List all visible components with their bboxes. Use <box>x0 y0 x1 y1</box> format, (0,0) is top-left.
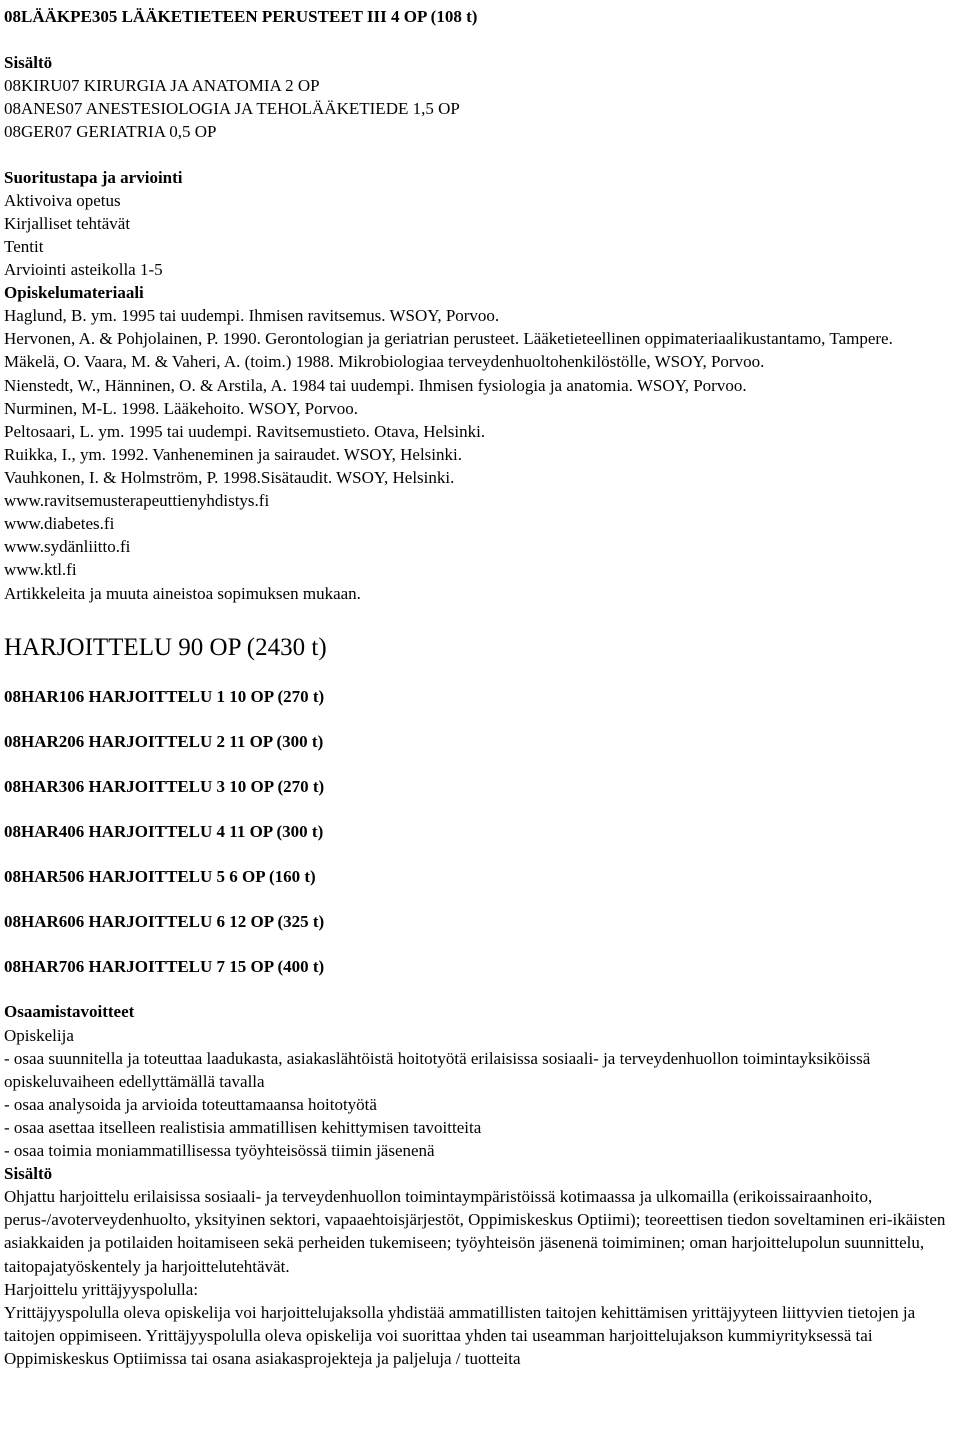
reference-item: Ruikka, I., ym. 1992. Vanheneminen ja sairaudet. WSOY, Helsinki. <box>4 444 462 464</box>
reference-item: Nurminen, M-L. 1998. Lääkehoito. WSOY, Porvoo. <box>4 398 358 418</box>
reference-item: Hervonen, A. & Pohjolainen, P. 1990. Gerontologian ja geriatrian perusteet. Lääketieteellinen oppimateriaalikustantamo, Tampere. <box>4 329 893 349</box>
sisalto-item: 08GER07 GERIATRIA 0,5 OP <box>4 122 217 142</box>
reference-link: www.sydänliitto.fi <box>4 537 131 557</box>
suoritustapa-item: Arviointi asteikolla 1-5 <box>4 259 163 279</box>
document-page <box>4 5 954 1370</box>
suoritustapa-item: Kirjalliset tehtävät <box>4 213 131 233</box>
reference-item: Peltosaari, L. ym. 1995 tai uudempi. Ravitsemustieto. Otava, Helsinki. <box>4 421 486 441</box>
harjoittelu-item: 08HAR206 HARJOITTELU 2 11 OP (300 t) <box>4 731 324 751</box>
reference-item: Nienstedt, W., Hänninen, O. & Arstila, A. 1984 tai uudempi. Ihmisen fysiologia ja anatomia. WSOY, Porvoo. <box>4 375 747 395</box>
spacer <box>4 28 954 51</box>
reference-item: Artikkeleita ja muuta aineistoa sopimuksen mukaan. <box>4 583 361 603</box>
sisalto2-heading: Sisältö <box>4 1164 53 1184</box>
spacer <box>4 978 954 1000</box>
reference-link: www.ktl.fi <box>4 560 77 580</box>
spacer <box>4 144 954 166</box>
goal-item: - osaa toimia moniammatillisessa työyhteisössä tiimin jäsenenä <box>4 1141 435 1161</box>
suoritustapa-item: Tentit <box>4 236 44 256</box>
sisalto-heading: Sisältö <box>4 53 53 73</box>
goal-item: - osaa asettaa itselleen realistisia ammatillisen kehittymisen tavoitteita <box>4 1117 482 1137</box>
harjoittelu-item: 08HAR306 HARJOITTELU 3 10 OP (270 t) <box>4 776 325 796</box>
sisalto2-paragraph: Ohjattu harjoittelu erilaisissa sosiaali- ja terveydenhuollon toimintaympäristöissä kotimaassa ja ulkomailla (erikoissairaanhoito, perus-/avoterveydenhuolto, yksityinen sektori, vapaaehtoisjärjestöt, Oppimiskeskus Optiimi); teoreettisen tiedon soveltaminen eri-ikäisten asiakkaiden ja potilaiden hoitamiseen sekä perheiden tukemiseen; työyhteisön jäsenenä toimiminen; oman harjoittelupolun suunnittelu, taitopajatyöskentely ja harjoittelutehtävät. <box>4 1187 946 1276</box>
materiaali-heading: Opiskelumateriaali <box>4 283 144 303</box>
reference-link: www.ravitsemusterapeuttienyhdistys.fi <box>4 491 270 511</box>
reference-link: www.diabetes.fi <box>4 514 115 534</box>
sisalto-item: 08KIRU07 KIRURGIA JA ANATOMIA 2 OP <box>4 76 320 96</box>
reference-item: Haglund, B. ym. 1995 tai uudempi. Ihmisen ravitsemus. WSOY, Porvoo. <box>4 306 500 326</box>
harjoittelu-item: 08HAR506 HARJOITTELU 5 6 OP (160 t) <box>4 867 316 887</box>
goal-item: - osaa analysoida ja arvioida toteuttamaansa hoitotyötä <box>4 1094 377 1114</box>
osaamistavoitteet-heading: Osaamistavoitteet <box>4 1002 135 1022</box>
yrittajyys-paragraph: Yrittäjyyspolulla oleva opiskelija voi harjoittelujaksolla yhdistää ammatillisten taitojen kehittämisen yrittäjyyteen liittyvien tietojen ja taitojen oppimiseen. Yrittäjyyspolulla oleva opiskelija voi suorittaa yhden tai useamman harjoittelujakson kummiyrityksessä tai Oppimiskeskus Optiimissa tai osana asiakasprojekteja ja paljeluja / tuotteita <box>4 1302 916 1369</box>
yrittajyys-heading: Harjoittelu yrittäjyyspolulla: <box>4 1279 199 1299</box>
harjoittelu-item: 08HAR606 HARJOITTELU 6 12 OP (325 t) <box>4 912 325 932</box>
goal-item: - osaa suunnitella ja toteuttaa laadukasta, asiakaslähtöistä hoitotyötä erilaisissa sosiaali- ja terveydenhuollon toimintayksiköissä opiskeluvaiheen edellyttämällä tavalla <box>4 1048 871 1091</box>
course-title: 08LÄÄKPE305 LÄÄKETIETEEN PERUSTEET III 4 OP (108 t) <box>4 7 478 26</box>
sisalto-item: 08ANES07 ANESTESIOLOGIA JA TEHOLÄÄKETIEDE 1,5 OP <box>4 99 460 119</box>
harjoittelu-item: 08HAR406 HARJOITTELU 4 11 OP (300 t) <box>4 821 324 841</box>
suoritustapa-item: Aktivoiva opetus <box>4 190 121 210</box>
harjoittelu-item: 08HAR106 HARJOITTELU 1 10 OP (270 t) <box>4 686 325 706</box>
reference-item: Mäkelä, O. Vaara, M. & Vaheri, A. (toim.) 1988. Mikrobiologiaa terveydenhuoltohenkilöstölle, WSOY, Porvoo. <box>4 352 765 372</box>
suoritustapa-heading: Suoritustapa ja arviointi <box>4 167 183 187</box>
reference-item: Vauhkonen, I. & Holmström, P. 1998.Sisätaudit. WSOY, Helsinki. <box>4 467 455 487</box>
harjoittelu-title: HARJOITTELU 90 OP (2430 t) <box>4 633 327 661</box>
harjoittelu-item: 08HAR706 HARJOITTELU 7 15 OP (400 t) <box>4 957 325 977</box>
osaamistavoitteet-subject: Opiskelija <box>4 1025 74 1045</box>
